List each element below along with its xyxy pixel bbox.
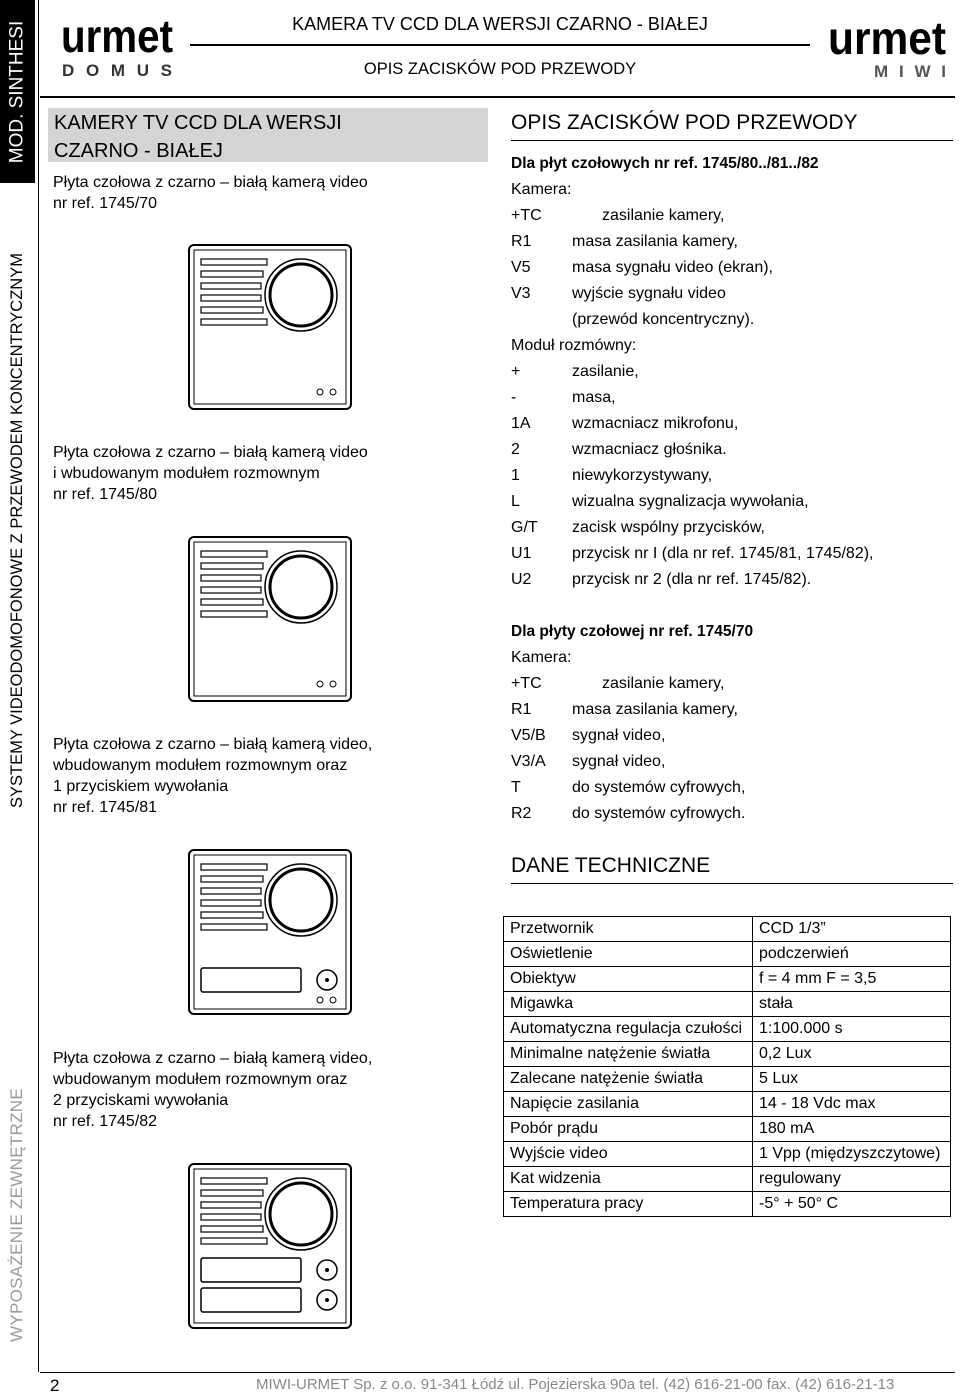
- svg-text:urmet: urmet: [61, 10, 173, 62]
- panel-1745-81-illustration: [187, 848, 353, 1016]
- terminal-row: [511, 411, 953, 437]
- terminal-code: R2: [511, 805, 532, 822]
- spec-name: Przetwornik: [504, 917, 753, 942]
- spec-value: f = 4 mm F = 3,5: [753, 967, 951, 992]
- terminal-code: V5/B: [511, 727, 546, 744]
- spec-value: 5 Lux: [753, 1067, 951, 1092]
- terminal-row: [511, 359, 953, 385]
- terminal-row: [511, 385, 953, 411]
- terminal-code: -: [511, 389, 517, 406]
- spec-row: [504, 992, 951, 1017]
- spec-name: Napięcie zasilania: [504, 1092, 753, 1117]
- urmet-miwi-logo: [826, 8, 948, 80]
- group2-title: Dla płyty czołowej nr ref. 1745/70: [511, 623, 754, 640]
- terminal-row: [511, 281, 953, 307]
- terminal-row: [511, 437, 953, 463]
- terminal-code: +TC: [511, 207, 542, 224]
- spec-value: 14 - 18 Vdc max: [753, 1092, 951, 1117]
- terminal-code: 1: [511, 467, 520, 484]
- spec-name: Temperatura pracy: [504, 1192, 753, 1217]
- terminal-description: zasilanie,: [572, 363, 639, 380]
- terminal-description: masa zasilania kamery,: [572, 701, 738, 718]
- panel-1745-82-illustration: [187, 1162, 353, 1330]
- spec-row: [504, 1117, 951, 1142]
- terminal-code: +TC: [511, 675, 542, 692]
- spec-name: Pobór prądu: [504, 1117, 753, 1142]
- terminal-description: do systemów cyfrowych.: [572, 805, 746, 822]
- spec-row: [504, 1167, 951, 1192]
- header-bottom-rule: [40, 96, 955, 98]
- terminal-row: [511, 255, 953, 281]
- spec-name: Oświetlenie: [504, 942, 753, 967]
- page-number: 2: [50, 1376, 60, 1395]
- page-title: KAMERA TV CCD DLA WERSJI CZARNO - BIAŁEJ: [292, 14, 708, 34]
- terminal-row: [511, 229, 953, 255]
- terminal-code: V5: [511, 259, 531, 276]
- terminal-description: przycisk nr I (dla nr ref. 1745/81, 1745/82),: [572, 545, 874, 562]
- group1-title: Dla płyt czołowych nr ref. 1745/80../81../82: [511, 155, 819, 172]
- spec-value: 1:100.000 s: [753, 1017, 951, 1042]
- terminal-description: sygnał video,: [572, 727, 666, 744]
- spec-row: [504, 1017, 951, 1042]
- terminal-description: zasilanie kamery,: [602, 207, 725, 224]
- svg-text:DOMUS: DOMUS: [62, 61, 172, 80]
- terminal-code: 2: [511, 441, 520, 458]
- terminal-row: [511, 723, 953, 749]
- spec-value: CCD 1/3”: [753, 917, 951, 942]
- terminal-code: [511, 307, 572, 333]
- terminal-description: wzmacniacz mikrofonu,: [572, 415, 739, 432]
- terminal-row: [511, 307, 953, 333]
- terminal-code: V3/A: [511, 753, 546, 770]
- terminal-description: niewykorzystywany,: [572, 467, 713, 484]
- terminal-code: R1: [511, 233, 532, 250]
- terminal-description: zasilanie kamery,: [602, 675, 725, 692]
- spec-value: 0,2 Lux: [753, 1042, 951, 1067]
- svg-text:MIWI: MIWI: [874, 62, 946, 81]
- spec-value: 180 mA: [753, 1117, 951, 1142]
- side-section-label: WYPOSAŻENIE ZEWNĘTRZNE: [7, 1087, 27, 1343]
- terminal-description: wzmacniacz głośnika.: [572, 441, 727, 458]
- panel-1745-70-illustration: [187, 243, 353, 411]
- terminal-row: [511, 801, 953, 827]
- spec-row: [504, 1067, 951, 1092]
- terminal-description: masa zasilania kamery,: [572, 233, 738, 250]
- terminal-code: T: [511, 779, 521, 796]
- spec-value: -5° + 50° C: [753, 1192, 951, 1217]
- terminal-row: [511, 567, 953, 593]
- group2-camera-terminals: [511, 671, 953, 827]
- tech-data-title: DANE TECHNICZNE: [511, 851, 953, 884]
- tech-specs-table: [503, 916, 951, 1217]
- spec-row: [504, 1042, 951, 1067]
- spec-name: Obiektyw: [504, 967, 753, 992]
- terminal-row: [511, 203, 953, 229]
- terminal-code: V3: [511, 285, 531, 302]
- terminal-description: [511, 108, 953, 884]
- footer-address: MIWI-URMET Sp. z o.o. 91-341 Łódź ul. Pojezierska 90a tel. (42) 616-21-00 fax. (42) 616-21-13: [256, 1376, 895, 1393]
- spec-name: Migawka: [504, 992, 753, 1017]
- spec-value: stała: [753, 992, 951, 1017]
- terminal-row: [511, 515, 953, 541]
- terminal-description: masa,: [572, 389, 616, 406]
- terminals-section-title: OPIS ZACISKÓW POD PRZEWODY: [511, 108, 953, 141]
- side-category-label: SYSTEMY VIDEODOMOFONOWE Z PRZEWODEM KONCENTRYCZNYM: [8, 252, 27, 808]
- svg-text:urmet: urmet: [828, 12, 946, 64]
- group1-camera-terminals: [511, 203, 953, 333]
- side-tab-label: MOD. SINTHESI: [6, 20, 28, 163]
- spec-name: Automatyczna regulacja czułości: [504, 1017, 753, 1042]
- terminal-row: [511, 697, 953, 723]
- terminal-row: [511, 463, 953, 489]
- terminal-code: U1: [511, 545, 532, 562]
- spec-value: podczerwień: [753, 942, 951, 967]
- spec-row: [504, 1092, 951, 1117]
- product-description-1745-80: Płyta czołowa z czarno – białą kamerą video i wbudowanym modułem rozmownym nr ref. 1745/80: [53, 444, 368, 503]
- terminal-description: zacisk wspólny przycisków,: [572, 519, 765, 536]
- spec-row: [504, 917, 951, 942]
- spec-value: regulowany: [753, 1167, 951, 1192]
- module-label: Moduł rozmówny:: [511, 337, 637, 354]
- group1-module-terminals: [511, 359, 953, 593]
- camera-label: Kamera:: [511, 181, 572, 198]
- spec-row: [504, 1142, 951, 1167]
- terminal-description: wyjście sygnału video: [572, 285, 726, 302]
- terminal-row: [511, 749, 953, 775]
- camera-label-2: Kamera:: [511, 649, 572, 666]
- terminal-description: sygnał video,: [572, 753, 666, 770]
- terminal-description: do systemów cyfrowych,: [572, 779, 746, 796]
- terminal-row: [511, 489, 953, 515]
- side-divider: [38, 0, 39, 1372]
- left-section-heading: KAMERY TV CCD DLA WERSJI CZARNO - BIAŁEJ: [48, 108, 488, 162]
- spec-value: 1 Vpp (międzyszczytowe): [753, 1142, 951, 1167]
- terminal-code: G/T: [511, 519, 538, 536]
- product-description-1745-82: Płyta czołowa z czarno – białą kamerą video, wbudowanym modułem rozmownym oraz 2 przyciskami wywołania nr ref. 1745/82: [53, 1050, 373, 1130]
- terminal-description: masa sygnału video (ekran),: [572, 259, 773, 276]
- product-description-1745-70: Płyta czołowa z czarno – białą kamerą video nr ref. 1745/70: [53, 174, 368, 212]
- terminal-row: [511, 541, 953, 567]
- urmet-domus-logo: [60, 8, 175, 80]
- spec-name: Kat widzenia: [504, 1167, 753, 1192]
- terminal-description: przycisk nr 2 (dla nr ref. 1745/82).: [572, 571, 812, 588]
- spec-name: Wyjście video: [504, 1142, 753, 1167]
- terminal-code: 1A: [511, 415, 531, 432]
- spec-row: [504, 1192, 951, 1217]
- terminal-description: (przewód koncentryczny).: [572, 311, 755, 328]
- spec-name: Zalecane natężenie światła: [504, 1067, 753, 1092]
- header-rule: [190, 44, 810, 46]
- terminal-code: U2: [511, 571, 532, 588]
- spec-name: Minimalne natężenie światła: [504, 1042, 753, 1067]
- footer-rule: [40, 1372, 955, 1373]
- terminal-code: L: [511, 493, 520, 510]
- panel-1745-80-illustration: [187, 535, 353, 703]
- spec-row: [504, 942, 951, 967]
- terminal-code: +: [511, 363, 521, 380]
- terminal-description: wizualna sygnalizacja wywołania,: [572, 493, 809, 510]
- terminal-row: [511, 775, 953, 801]
- product-description-1745-81: Płyta czołowa z czarno – białą kamerą video, wbudowanym modułem rozmownym oraz 1 przyciskiem wywołania nr ref. 1745/81: [53, 736, 373, 816]
- spec-row: [504, 967, 951, 992]
- page-subtitle: OPIS ZACISKÓW POD PRZEWODY: [363, 60, 637, 78]
- terminal-code: R1: [511, 701, 532, 718]
- terminal-row: [511, 671, 953, 697]
